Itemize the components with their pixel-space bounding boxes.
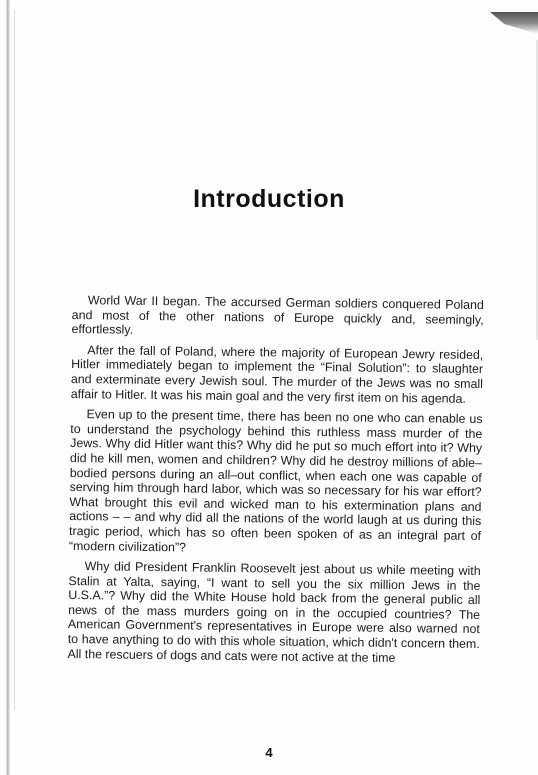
body-text xyxy=(67,293,484,672)
paragraph: Why did President Franklin Roosevelt jest about us while meeting with Stalin at Yalta, saying, “I want to sell you the six million Jews in the U.S.A.”? Why did the White House hold back from the general public all news of the mass murders going on in the occupied countries? The American Government's representatives in Europe were also warned not to have anything to do with this whole situation, which didn't concern them. All the rescuers of dogs and cats were not active at the time xyxy=(67,559,481,665)
paragraph: Even up to the present time, there has been no one who can enable us to understand the psychology behind this ruthless mass murder of the Jews. Why did Hitler want this? Why did he put so much effort into it? Why did he kill men, women and children? Why did he destroy millions of able–bodied persons during an all–out conflict, when each one was capable of serving him through hard labor, which was so necessary for his war effort? What brought this evil and wicked man to his extermination plans and actions – – and why did all the nations of the world laugh at us during this tragic period, which has so often been spoken of as an integral part of “modern civilization”? xyxy=(68,407,483,554)
page-title: Introduction xyxy=(193,184,345,213)
page-corner-shadow xyxy=(490,12,538,34)
paragraph: After the fall of Poland, where the majority of European Jewry resided, Hitler immediately began to implement the “Final Solution”: to slaughter and exterminate every Jewish soul. The murder of the Jews was no small affair to Hitler. It was his main goal and the very first item on his agenda. xyxy=(70,342,484,406)
page-left-shadow xyxy=(6,0,10,775)
paragraph: World War II began. The accursed German soldiers conquered Poland and most of the other nations of Europe quickly and, seemingly, effortlessly. xyxy=(71,293,484,337)
page-number: 4 xyxy=(265,745,273,760)
page-binding-line xyxy=(14,10,15,710)
